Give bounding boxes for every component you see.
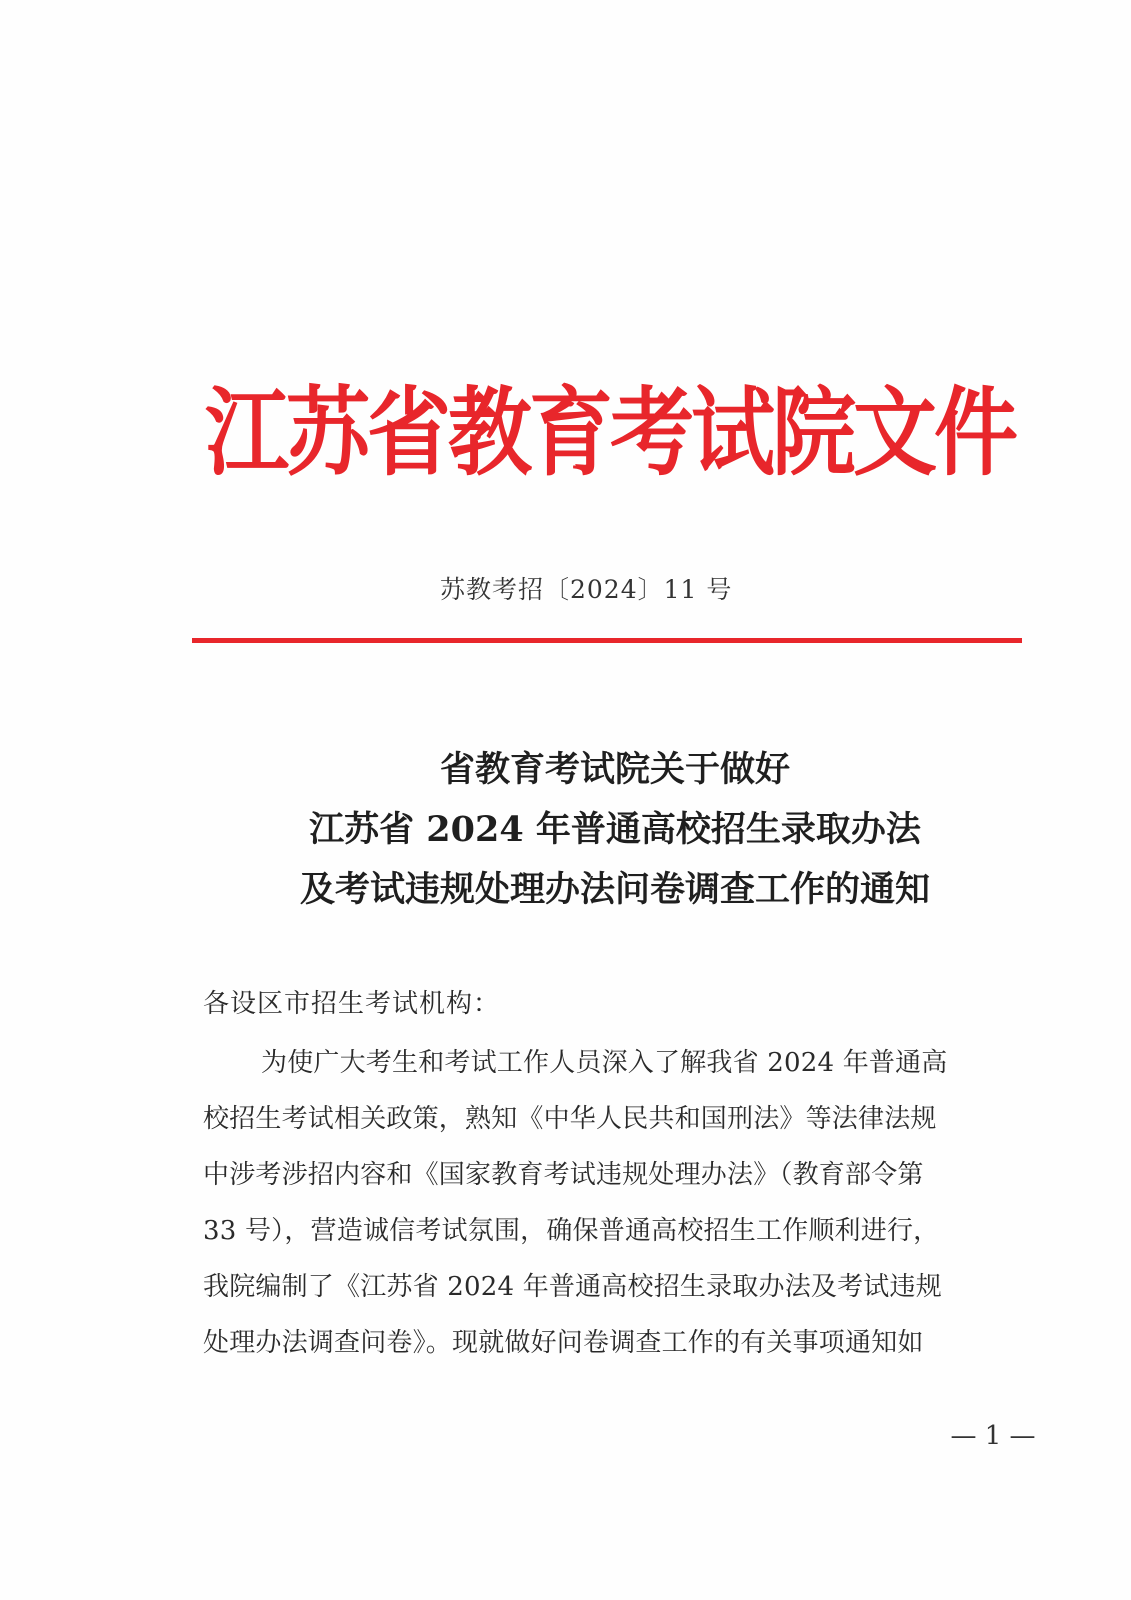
page-number: — 1 — [950, 1421, 1036, 1451]
body-line: 校招生考试相关政策，熟知《中华人民共和国刑法》等法律法规 [203, 1104, 937, 1134]
masthead-title: 江苏省教育考试院文件 [205, 377, 1016, 489]
body-line: 处理办法调查问卷》。现就做好问卷调查工作的有关事项通知如 [203, 1328, 924, 1358]
recipient-salutation: 各设区市招生考试机构： [203, 989, 501, 1019]
body-line: 我院编制了《江苏省 2024 年普通高校招生录取办法及考试违规 [203, 1272, 942, 1302]
body-line: 33 号），营造诚信考试氛围，确保普通高校招生工作顺利进行， [203, 1216, 940, 1246]
red-separator-line [192, 638, 1022, 643]
document-number: 苏教考招〔2024〕11 号 [440, 575, 733, 604]
notice-title [150, 740, 1080, 920]
title-line-2: 江苏省 2024 年普通高校招生录取办法 [309, 809, 921, 850]
body-line: 为使广大考生和考试工作人员深入了解我省 2024 年普通高 [261, 1048, 948, 1078]
body-text [203, 1035, 1033, 1371]
title-line-3: 及考试违规处理办法问卷调查工作的通知 [299, 869, 930, 910]
body-line: 中涉考涉招内容和《国家教育考试违规处理办法》（教育部令第 [203, 1160, 924, 1190]
title-line-1: 省教育考试院关于做好 [439, 749, 790, 790]
